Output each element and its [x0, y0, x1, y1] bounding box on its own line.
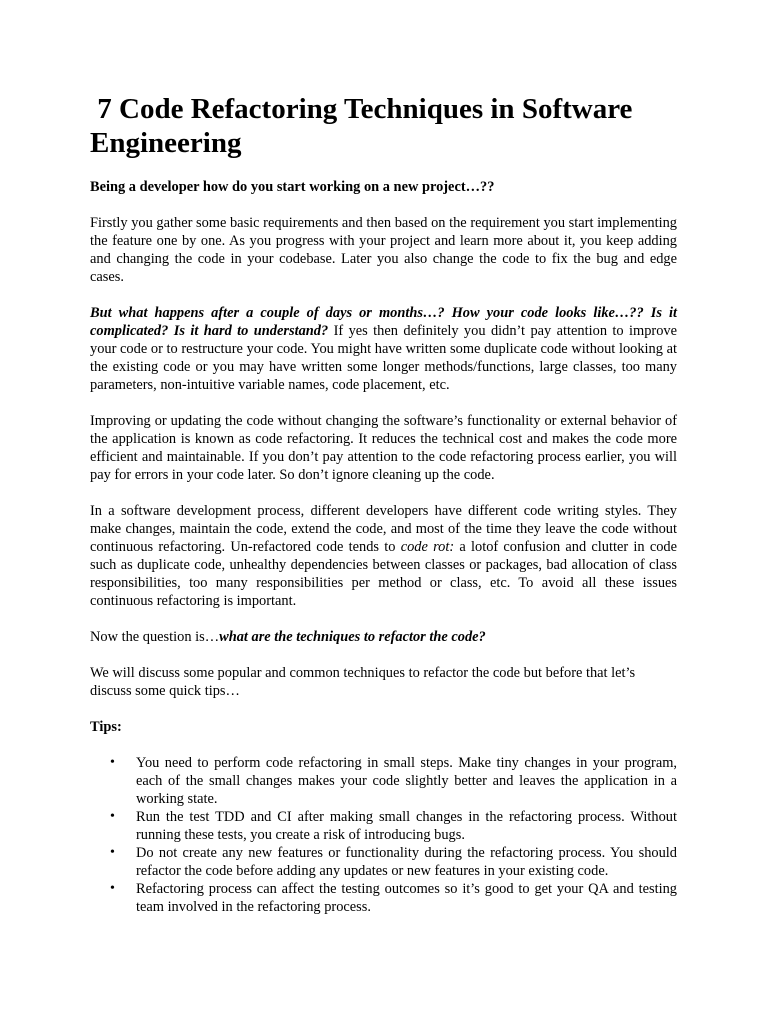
paragraph-refactoring-definition: Improving or updating the code without changing the software’s functionality or external behavior of the application is known as code refactoring. It reduces the technical cost and makes the code more efficient and maintainable. If you don’t pay attention to the code refactoring process earlier, you will pay for errors in your code later. So don’t ignore cleaning up the code.	[90, 413, 677, 483]
list-item	[90, 754, 677, 808]
document-page	[90, 92, 677, 916]
bullet-icon: •	[110, 845, 115, 860]
paragraph-requirements: Firstly you gather some basic requirements and then based on the requirement you start implementing the feature one by one. As you progress with your project and learn more about it, you keep adding and changing the code in your codebase. Later you also change the code to fix the bug and edge cases.	[90, 215, 677, 285]
tips-heading: Tips:	[90, 719, 122, 735]
paragraph-code-rot-after: a lotof confusion and clutter in code such as duplicate code, unhealthy dependencies between classes or packages, bad allocation of class responsibilities, too many responsibilities per method or class, etc. To avoid all these issues continuous refactoring is important.	[90, 539, 677, 609]
paragraph-code-quality-text: If yes then definitely you didn’t pay attention to improve your code or to restructure your code. You might have written some duplicate code without looking at the existing code or you may have written some longer methods/functions, large classes, too many parameters, non-intuitive variable names, code placement, etc.	[90, 323, 677, 393]
tips-list	[90, 754, 677, 916]
paragraph-question-lead: Now the question is…	[90, 629, 220, 645]
bullet-icon: •	[110, 809, 115, 824]
bullet-icon: •	[110, 881, 115, 896]
tip-text: Do not create any new features or functionality during the refactoring process. You should refactor the code before adding any updates or new features in your existing code.	[136, 845, 677, 879]
page-title: 7 Code Refactoring Techniques in Software Engineering	[90, 93, 640, 159]
list-item	[90, 844, 677, 880]
paragraph-code-quality	[90, 304, 677, 394]
paragraph-code-rot-before: In a software development process, different developers have different code writing styles. They make changes, maintain the code, extend the code, and most of the time they leave the code without continuous refactoring. Un-refactored code tends to	[90, 503, 677, 555]
tip-text: You need to perform code refactoring in small steps. Make tiny changes in your program, each of the small changes makes your code slightly better and leaves the application in a working state.	[136, 755, 677, 807]
tip-text: Refactoring process can affect the testing outcomes so it’s good to get your QA and testing team involved in the refactoring process.	[136, 881, 677, 915]
intro-question: Being a developer how do you start working on a new project…??	[90, 179, 495, 195]
tip-text: Run the test TDD and CI after making small changes in the refactoring process. Without running these tests, you create a risk of introducing bugs.	[136, 809, 677, 843]
techniques-question: what are the techniques to refactor the code?	[219, 629, 486, 645]
list-item	[90, 880, 677, 916]
list-item	[90, 808, 677, 844]
emphasis-questions: But what happens after a couple of days or months…? How your code looks like…?? Is it complicated? Is it hard to understand?	[90, 305, 677, 339]
paragraph-question	[90, 628, 677, 646]
paragraph-code-rot	[90, 502, 677, 610]
paragraph-quick-tips: We will discuss some popular and common techniques to refactor the code but before that let’s discuss some quick tips…	[90, 665, 636, 699]
code-rot-term: code rot:	[400, 539, 455, 555]
bullet-icon: •	[110, 755, 115, 770]
